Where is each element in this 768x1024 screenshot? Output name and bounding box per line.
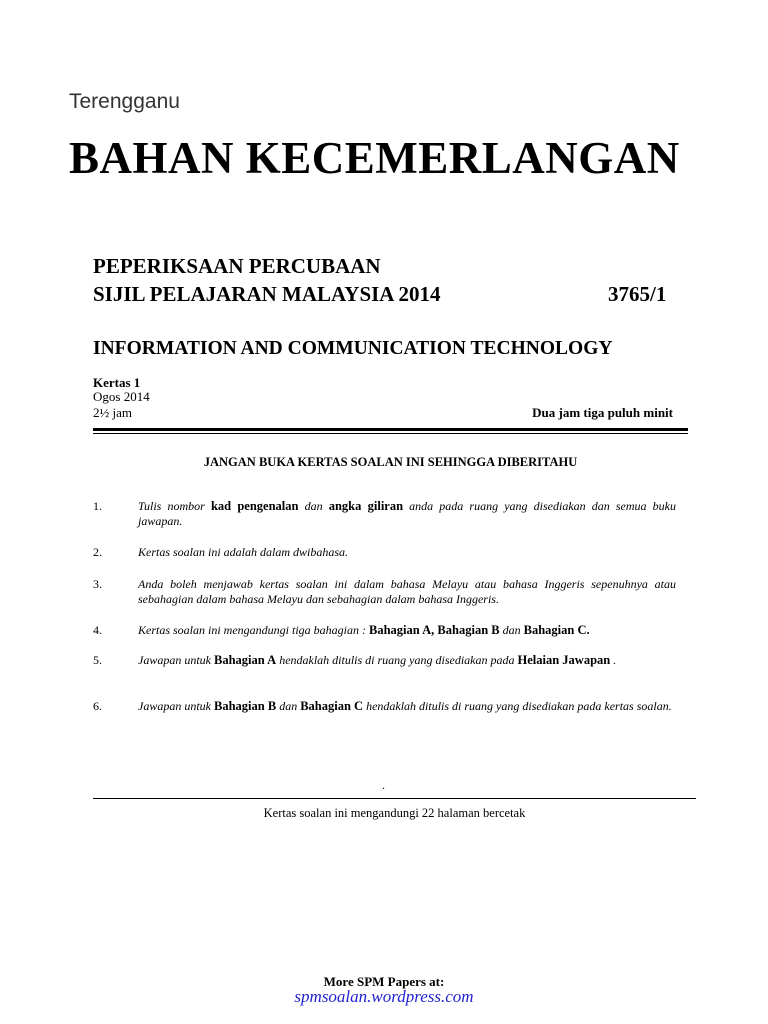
instruction-number: 4. [93, 623, 102, 637]
exam-date: Ogos 2014 [93, 389, 150, 404]
instruction-text: Tulis nombor kad pengenalan dan angka giliran anda pada ruang yang disediakan dan semua buku jawapan. [138, 499, 677, 528]
instruction-item [93, 699, 676, 714]
state-label: Terengganu [69, 90, 180, 113]
exam-name-line2: SIJIL PELAJARAN MALAYSIA 2014 [93, 282, 441, 306]
document-title: BAHAN KECEMERLANGAN [69, 133, 680, 183]
warning-notice: JANGAN BUKA KERTAS SOALAN INI SEHINGGA DIBERITAHU [203, 455, 578, 469]
instruction-number: 2. [93, 545, 102, 559]
duration-short: 2½ jam [93, 405, 132, 420]
instruction-item [93, 623, 676, 638]
instruction-item [93, 577, 676, 607]
instruction-item [93, 545, 676, 560]
instruction-item [93, 499, 676, 529]
stray-dot: . [382, 778, 385, 792]
instruction-text: Anda boleh menjawab kertas soalan ini dalam bahasa Melayu atau bahasa Inggeris sepenuhnya atau sebahagian dalam bahasa Melayu dan sebahagian dalam bahasa Inggeris. [138, 577, 676, 606]
instruction-number: 1. [93, 499, 102, 513]
page-count-note: Kertas soalan ini mengandungi 22 halaman bercetak [263, 806, 526, 820]
instruction-number: 5. [93, 653, 102, 667]
website-link[interactable]: spmsoalan.wordpress.com [294, 987, 474, 1006]
instruction-text: Kertas soalan ini adalah dalam dwibahasa. [138, 545, 349, 559]
instruction-text: Jawapan untuk Bahagian A hendaklah ditulis di ruang yang disediakan pada Helaian Jawapan . [138, 653, 617, 667]
exam-name-line1: PEPERIKSAAN PERCUBAAN [93, 254, 381, 278]
subject-title: INFORMATION AND COMMUNICATION TECHNOLOGY [93, 338, 613, 359]
header-rule-thin [93, 433, 688, 434]
instruction-number: 3. [93, 577, 102, 591]
instruction-text: Kertas soalan ini mengandungi tiga bahagian : Bahagian A, Bahagian B dan Bahagian C. [138, 623, 590, 637]
footer-rule [93, 798, 696, 799]
instruction-item [93, 653, 676, 668]
header-rule-thick [93, 428, 688, 431]
paper-number: Kertas 1 [93, 375, 141, 390]
paper-code: 3765/1 [608, 282, 667, 306]
more-papers-label: More SPM Papers at: [323, 974, 445, 989]
instruction-number: 6. [93, 699, 102, 713]
instruction-text: Jawapan untuk Bahagian B dan Bahagian C hendaklah ditulis di ruang yang disediakan pada kertas soalan. [138, 699, 672, 713]
duration-long: Dua jam tiga puluh minit [532, 405, 673, 420]
